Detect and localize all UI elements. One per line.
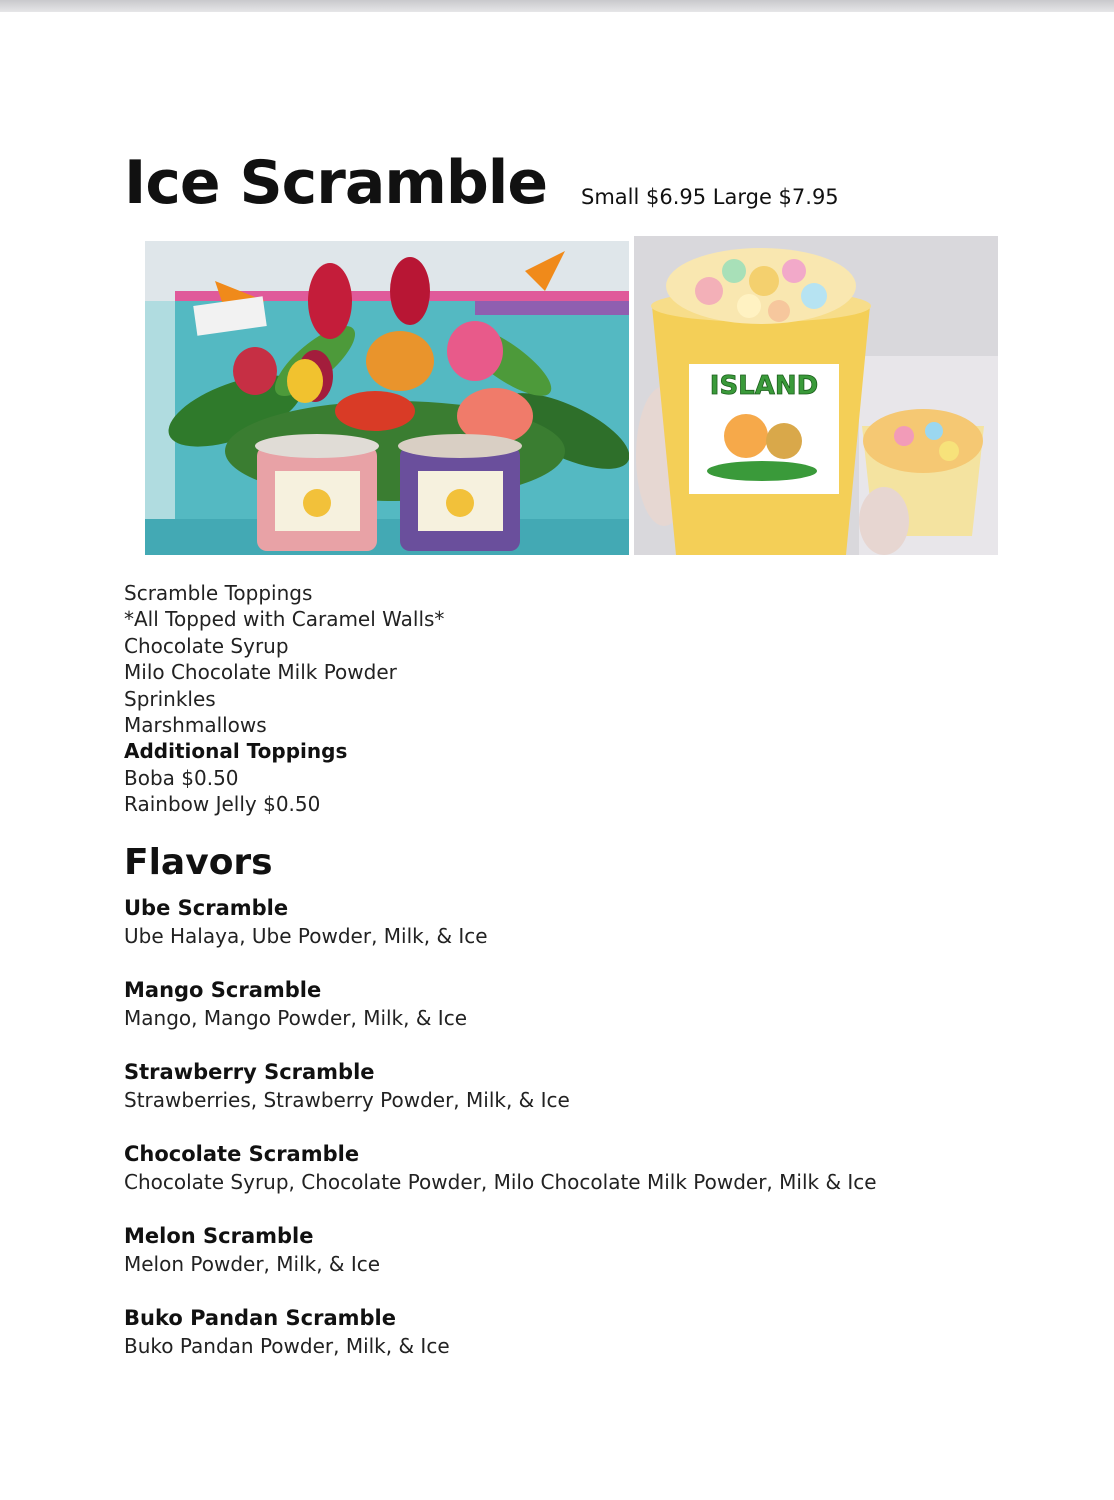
cup-label-text: ISLAND xyxy=(709,371,819,401)
flavor-item-strawberry xyxy=(124,1058,1024,1114)
flavor-description: Buko Pandan Powder, Milk, & Ice xyxy=(124,1334,450,1358)
flavor-name: Buko Pandan Scramble xyxy=(124,1306,396,1330)
flower-arrangement-photo xyxy=(145,241,629,555)
page-title: Ice Scramble xyxy=(124,148,548,218)
flavor-item-melon xyxy=(124,1222,1024,1278)
flavor-description: Melon Powder, Milk, & Ice xyxy=(124,1252,381,1276)
flavor-description: Ube Halaya, Ube Powder, Milk, & Ice xyxy=(124,924,488,948)
flavor-description: Mango, Mango Powder, Milk, & Ice xyxy=(124,1006,468,1030)
flavor-name: Mango Scramble xyxy=(124,978,322,1002)
topping-item: Sprinkles xyxy=(124,686,216,711)
price-line: Small $6.95 Large $7.95 xyxy=(581,185,839,209)
flavor-name: Ube Scramble xyxy=(124,896,289,920)
flavors-heading: Flavors xyxy=(124,842,273,883)
toppings-heading: Scramble Toppings xyxy=(124,581,313,605)
flavor-name: Chocolate Scramble xyxy=(124,1142,360,1166)
flavor-description: Chocolate Syrup, Chocolate Powder, Milo Chocolate Milk Powder, Milk & Ice xyxy=(124,1170,877,1194)
mango-scramble-photo xyxy=(634,236,998,555)
additional-topping-item: Rainbow Jelly $0.50 xyxy=(124,792,321,817)
flavor-description: Strawberries, Strawberry Powder, Milk, & Ice xyxy=(124,1088,570,1112)
top-edge-bar xyxy=(0,0,1114,12)
topping-item: Marshmallows xyxy=(124,713,267,738)
topping-note: *All Topped with Caramel Walls* xyxy=(124,607,445,632)
flavor-item-buko-pandan xyxy=(124,1304,1024,1360)
toppings-section xyxy=(124,580,444,818)
additional-topping-item: Boba $0.50 xyxy=(124,765,239,790)
topping-item: Chocolate Syrup xyxy=(124,633,289,658)
flavor-item-chocolate xyxy=(124,1140,1024,1196)
topping-item: Milo Chocolate Milk Powder xyxy=(124,660,397,685)
flavor-name: Melon Scramble xyxy=(124,1224,314,1248)
flavor-name: Strawberry Scramble xyxy=(124,1060,375,1084)
flavor-item-ube xyxy=(124,894,1024,950)
additional-toppings-heading: Additional Toppings xyxy=(124,739,348,764)
flavor-item-mango xyxy=(124,976,1024,1032)
